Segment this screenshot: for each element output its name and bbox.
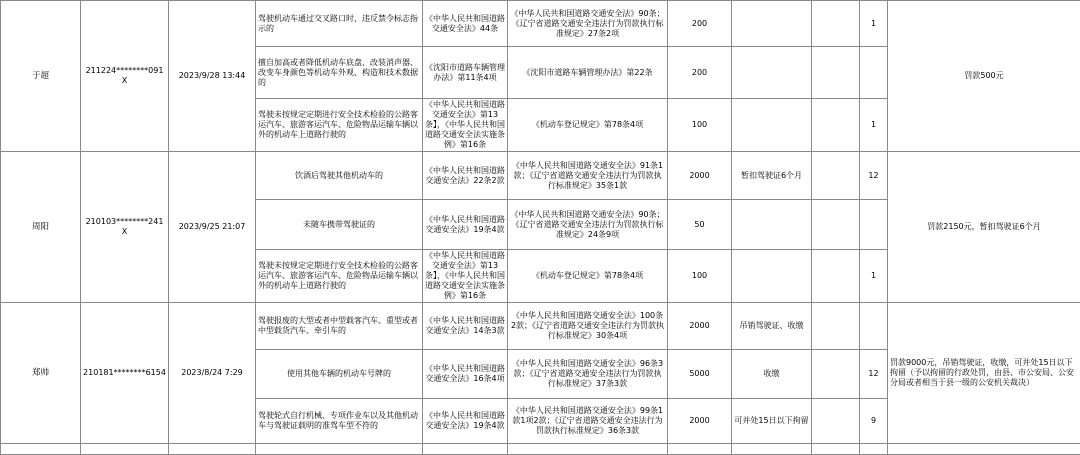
blank-cell <box>812 200 860 250</box>
blank-cell <box>423 444 508 455</box>
fine-amount: 200 <box>668 47 732 99</box>
fine-amount: 2000 <box>668 303 732 350</box>
penalty-standard: 《沈阳市道路车辆管理办法》第22条 <box>508 47 668 99</box>
fine-amount: 5000 <box>668 350 732 399</box>
table-row <box>1 152 1080 200</box>
penalty-standard: 《机动车登记规定》第78条4项 <box>508 99 668 152</box>
points: 9 <box>860 399 888 444</box>
penalty-standard: 《中华人民共和国道路交通安全法》91条1款；《辽宁省道路交通安全违法行为罚款执行标准规定》35条1款 <box>508 152 668 200</box>
penalty-standard: 《中华人民共和国道路交通安全法》96条3款；《辽宁省道路交通安全违法行为罚款执行标准规定》37条3款 <box>508 350 668 399</box>
penalty-standard: 《中华人民共和国道路交通安全法》90条；《辽宁省道路交通安全违法行为罚款执行标准规定》24条9项 <box>508 200 668 250</box>
points <box>860 200 888 250</box>
legal-basis: 《中华人民共和国道路交通安全法》第13条】，《中华人民共和国道路交通安全法实施条例》第16条 <box>423 250 508 303</box>
blank-cell <box>668 444 732 455</box>
total-penalty: 罚款2150元，暂扣驾驶证6个月 <box>888 152 1080 303</box>
violation-time: 2023/9/28 13:44 <box>169 1 256 152</box>
legal-basis: 《中华人民共和国道路交通安全法》44条 <box>423 1 508 47</box>
id-number: 211224********091X <box>81 1 169 152</box>
fine-amount: 50 <box>668 200 732 250</box>
blank-cell <box>812 1 860 47</box>
fine-amount: 100 <box>668 250 732 303</box>
table-row <box>1 303 1080 350</box>
fine-amount: 100 <box>668 99 732 152</box>
legal-basis: 《沈阳市道路车辆管理办法》第11条4项 <box>423 47 508 99</box>
blank-cell <box>812 152 860 200</box>
violation-behavior: 擅自加高或者降低机动车底盘、改装消声器、改变车身颜色等机动车外观、构造和技术数据的 <box>256 47 423 99</box>
blank-cell <box>256 444 423 455</box>
blank-cell <box>812 444 860 455</box>
other-penalty <box>732 250 812 303</box>
penalty-standard: 《中华人民共和国道路交通安全法》100条2款；《辽宁省道路交通安全违法行为罚款执行标准规定》30条4项 <box>508 303 668 350</box>
other-penalty: 吊销驾驶证、收缴 <box>732 303 812 350</box>
legal-basis: 《中华人民共和国道路交通安全法》第13条】，《中华人民共和国道路交通安全法实施条例》第16条 <box>423 99 508 152</box>
points: 1 <box>860 99 888 152</box>
blank-cell <box>732 444 812 455</box>
fine-amount: 2000 <box>668 399 732 444</box>
violation-behavior: 驾驶报废的大型或者中型载客汽车、重型或者中型载货汽车、牵引车的 <box>256 303 423 350</box>
legal-basis: 《中华人民共和国道路交通安全法》19条4款 <box>423 399 508 444</box>
person-name: 郑帅 <box>1 303 81 444</box>
person-name: 周阳 <box>1 152 81 303</box>
penalty-standard: 《机动车登记规定》第78条4项 <box>508 250 668 303</box>
violation-behavior: 驾驶未按规定定期进行安全技术检验的公路客运汽车、旅游客运汽车、危险物品运输车辆以外的机动车上道路行驶的 <box>256 250 423 303</box>
total-penalty: 罚款9000元，吊销驾驶证，收缴，可并处15日以下拘留（予以拘留的行政处罚，由县、市公安局、公安分局或者相当于县一级的公安机关裁决） <box>888 303 1080 444</box>
blank-cell <box>812 303 860 350</box>
blank-cell <box>812 47 860 99</box>
legal-basis: 《中华人民共和国道路交通安全法》14条3款 <box>423 303 508 350</box>
other-penalty <box>732 1 812 47</box>
blank-cell <box>888 444 1080 455</box>
blank-cell <box>169 444 256 455</box>
violation-behavior: 使用其他车辆的机动车号牌的 <box>256 350 423 399</box>
violation-time: 2023/9/25 21:07 <box>169 152 256 303</box>
blank-cell <box>812 350 860 399</box>
violation-behavior: 未随车携带驾驶证的 <box>256 200 423 250</box>
violation-behavior: 驾驶未按规定定期进行安全技术检验的公路客运汽车、旅游客运汽车、危险物品运输车辆以外的机动车上道路行驶的 <box>256 99 423 152</box>
points: 1 <box>860 250 888 303</box>
points: 1 <box>860 1 888 47</box>
blank-cell <box>812 399 860 444</box>
violation-time: 2023/8/24 7:29 <box>169 303 256 444</box>
blank-cell <box>860 444 888 455</box>
id-number: 210181********6154 <box>81 303 169 444</box>
other-penalty <box>732 200 812 250</box>
fine-amount: 200 <box>668 1 732 47</box>
person-name: 于超 <box>1 1 81 152</box>
penalty-standard: 《中华人民共和国道路交通安全法》90条；《辽宁省道路交通安全违法行为罚款执行标准规定》27条2项 <box>508 1 668 47</box>
points: 12 <box>860 350 888 399</box>
other-penalty: 暂扣驾驶证6个月 <box>732 152 812 200</box>
other-penalty: 收缴 <box>732 350 812 399</box>
blank-cell <box>81 444 169 455</box>
table-row <box>1 1 1080 47</box>
blank-cell <box>508 444 668 455</box>
id-number: 210103********241X <box>81 152 169 303</box>
table-row <box>1 444 1080 455</box>
points <box>860 47 888 99</box>
violation-behavior: 饮酒后驾驶其他机动车的 <box>256 152 423 200</box>
other-penalty: 可并处15日以下拘留 <box>732 399 812 444</box>
legal-basis: 《中华人民共和国道路交通安全法》16条4项 <box>423 350 508 399</box>
other-penalty <box>732 99 812 152</box>
fine-amount: 2000 <box>668 152 732 200</box>
violation-behavior: 驾驶机动车通过交叉路口时，违反禁令标志指示的 <box>256 1 423 47</box>
blank-cell <box>812 99 860 152</box>
blank-cell <box>812 250 860 303</box>
legal-basis: 《中华人民共和国道路交通安全法》22条2款 <box>423 152 508 200</box>
legal-basis: 《中华人民共和国道路交通安全法》19条4款 <box>423 200 508 250</box>
points <box>860 303 888 350</box>
penalty-standard: 《中华人民共和国道路交通安全法》99条1款1项2款；《辽宁省道路交通安全违法行为罚款执行标准规定》36条3款 <box>508 399 668 444</box>
blank-cell <box>1 444 81 455</box>
other-penalty <box>732 47 812 99</box>
violation-behavior: 驾驶轮式自行机械、专项作业车以及其他机动车与驾驶证载明的准驾车型不符的 <box>256 399 423 444</box>
points: 12 <box>860 152 888 200</box>
total-penalty: 罚款500元 <box>888 1 1080 152</box>
